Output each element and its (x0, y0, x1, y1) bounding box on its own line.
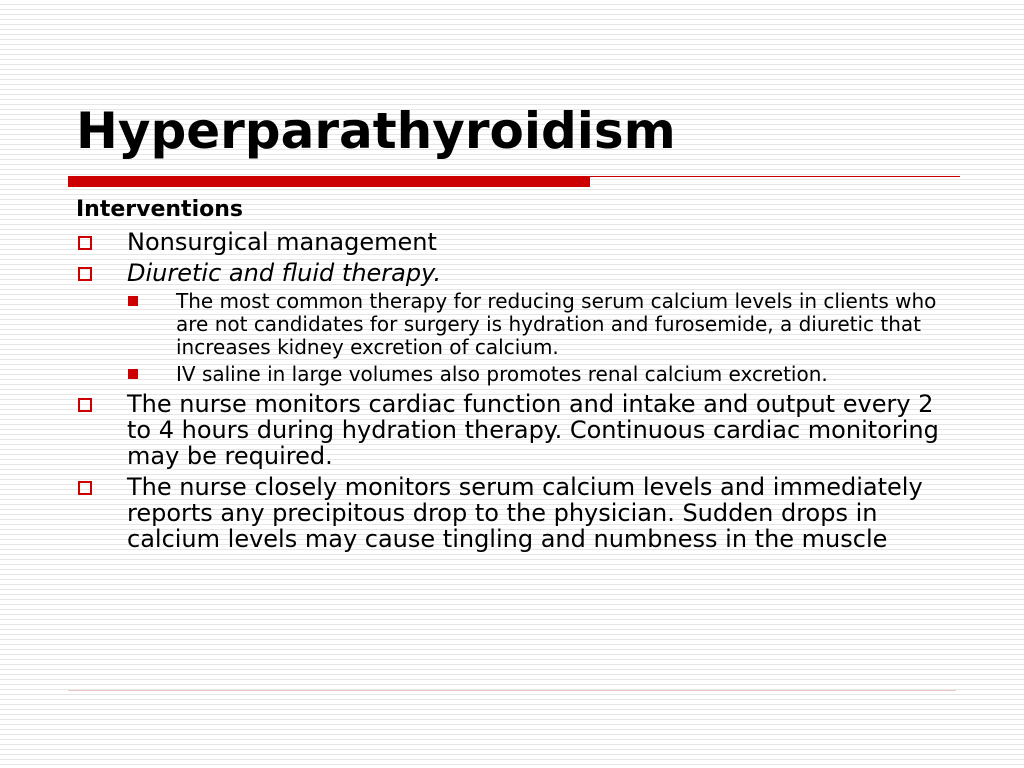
hollow-square-bullet-icon (78, 481, 92, 495)
bullet-text: The nurse monitors cardiac function and intake and output every 2 to 4 hours during hydration therapy. Continuous cardiac monitoring may be required. (127, 389, 939, 470)
title-accent-bar (68, 176, 590, 187)
hollow-square-bullet-icon (78, 267, 92, 281)
sub-bullet-item (76, 363, 956, 386)
bullet-item (76, 474, 956, 552)
bullet-item (76, 229, 956, 255)
sub-bullet-text: The most common therapy for reducing serum calcium levels in clients who are not candidates for surgery is hydration and furosemide, a diuretic that increases kidney excretion of calcium. (176, 288, 937, 359)
slide-body (76, 196, 956, 552)
slide-title: Hyperparathyroidism (76, 102, 676, 160)
section-heading: Interventions (76, 197, 243, 222)
filled-square-bullet-icon (128, 369, 138, 379)
hollow-square-bullet-icon (78, 236, 92, 250)
footer-divider-line (68, 690, 956, 691)
hollow-square-bullet-icon (78, 398, 92, 412)
bullet-text: The nurse closely monitors serum calcium levels and immediately reports any precipitous drop to the physician. Sudden drops in calcium levels may cause tingling and numbness in the muscle (127, 472, 923, 553)
bullet-text: Diuretic and fluid therapy. (127, 258, 442, 287)
sub-bullet-text: IV saline in large volumes also promotes renal calcium excretion. (176, 361, 828, 386)
filled-square-bullet-icon (128, 296, 138, 306)
bullet-item (76, 391, 956, 469)
title-divider-line (590, 176, 960, 177)
bullet-text: Nonsurgical management (127, 227, 437, 256)
bullet-item (76, 260, 956, 286)
sub-bullet-item (76, 290, 956, 359)
